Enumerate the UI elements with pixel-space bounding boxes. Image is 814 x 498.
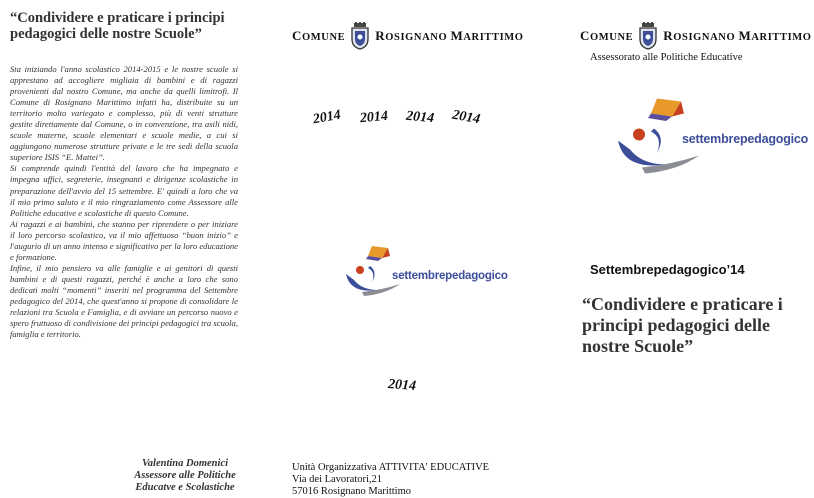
letter-paragraph: Infine, il mio pensiero va alle famiglie e ai genitori di questi bambini e di questi ragazzi, perché è anche a loro che sono dedicati molti “momenti” inseriti nel programma del Settembre pedagogico del 2014, che quest'anno si propone di consolidare le relazioni tra Scuola e Famiglia, e di avviare un percorso nuovo e spero fruttuoso di condivisione dei principi pedagogici tra scuola, famiglia e territorio. [10, 262, 238, 340]
address-office: Unità Organizzativa ATTIVITA' EDUCATIVE [292, 462, 490, 473]
comune-header [292, 20, 524, 52]
comune-word: COMUNE [292, 28, 346, 43]
middle-panel [270, 0, 570, 498]
year-label: 2014 [450, 107, 482, 128]
crest-icon [349, 22, 371, 50]
address-city: 57016 Rosignano Marittimo [292, 486, 411, 497]
logo-text: settembrepedagogico [392, 270, 508, 282]
event-title: Settembrepedagogico’14 [590, 262, 745, 277]
cover-title: “Condividere e praticare i principi pedagogici delle nostre Scuole” [582, 294, 783, 356]
signature-name: Valentina Domenici [141, 458, 229, 469]
year-label: 2014 [359, 108, 389, 127]
settembre-logo-large [612, 92, 809, 182]
signature-role: Educatve e Scolastiche [135, 482, 235, 493]
left-panel [0, 0, 270, 498]
signature [100, 458, 270, 494]
address-street: Via dei Lavoratori,21 [292, 474, 383, 485]
letter-paragraph: Si comprende quindi l'entità del lavoro che ha impegnato e impegna uffici, segreterie, insegnanti e dirigenze scolastiche in preparazione dell'avvio del 15 settembre. E' quindi a loro che va il mio primo saluto e il mio ringraziamento come Assessore alle Politiche educative e scolastiche di questo Comune. [10, 163, 238, 218]
year-label: 2014 [311, 107, 343, 128]
right-panel [570, 0, 814, 498]
year-label: 2014 [405, 108, 435, 127]
comune-name: ROSIGNANO MARITTIMO [375, 28, 524, 43]
assessorato-label: Assessorato alle Politiche Educative [590, 52, 743, 63]
letter-paragraph: Ai ragazzi e ai bambini, che stanno per riprendere o per iniziare il loro percorso scolastico, va il mio affettuoso “buon inizio” e l'augurio di un anno intenso e significativo per la loro educazione e formazione. [10, 218, 238, 262]
address-block [292, 462, 552, 498]
crest-icon [637, 22, 659, 50]
left-title: “Condividere e praticare i principi pedagogici delle nostre Scuole” [10, 10, 225, 42]
comune-name: ROSIGNANO MARITTIMO [663, 28, 812, 43]
year-label-bottom: 2014 [387, 377, 417, 394]
letter-paragraph: Sta iniziando l'anno scolastico 2014-2015 e le nostre scuole si apprestano ad accogliere migliaia di bambini e di ragazzi provenienti dal nostro Comune, ma anche da quelli limitrofi. Il Comune di Rosignano Marittimo infatti ha, distribuite su un territorio molto variegato e complesso, più di venti strutture gestite direttamente dal Comune, o in convenzione, tra asili nidi, scuole materne, scuole elementari e scuole medie, a cui si aggiungono numerose strutture private e le tre sedi della scuola superiore ISIS “E. Mattei”. [10, 64, 238, 163]
settembre-logo [342, 242, 508, 302]
comune-word: COMUNE [580, 28, 634, 43]
signature-role: Assessore alle Politiche [134, 470, 236, 481]
logo-text: settembrepedagogico [682, 132, 809, 146]
letter-body [10, 64, 238, 340]
comune-header [580, 20, 812, 52]
